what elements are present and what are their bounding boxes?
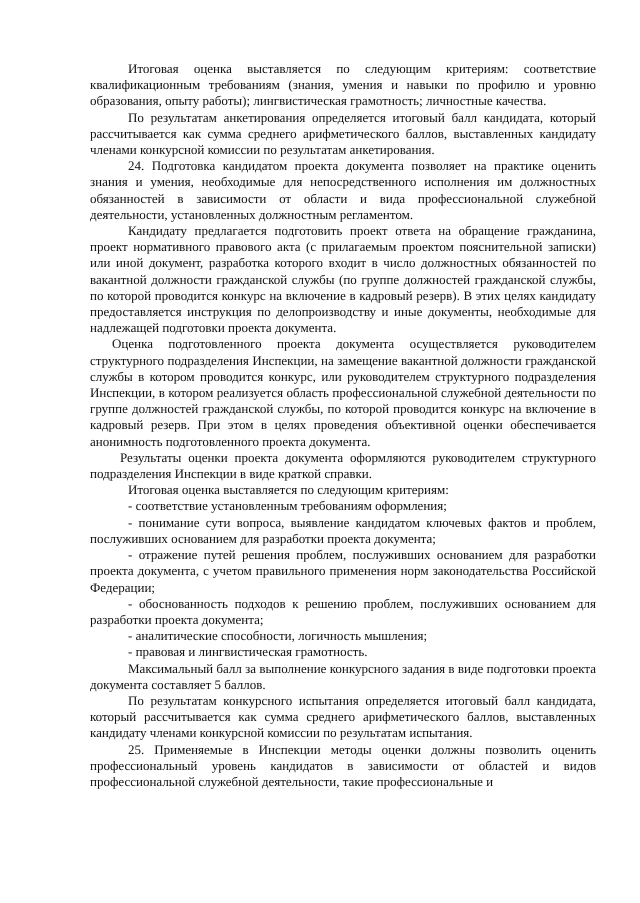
paragraph-final-criteria: Итоговая оценка выставляется по следующим критериям: xyxy=(128,482,449,498)
paragraph-candidate-task: Кандидату предлагается подготовить проект ответа на обращение гражданина, проект нормативного правового акта (с прилагаемым проектом пояснительной записки) или иной документ, разработка которого входит в число должностных обязанностей по вакантной должности гражданской службы (по группе должностей гражданской службы, по которой проводится конкурс на включение в кадровый резерв). В этих целях кандидату предоставляется инструкция по делопроизводству и иные документы, необходимые для надлежащей подготовки проекта документа. xyxy=(90,223,596,336)
list-item-literacy: - правовая и лингвистическая грамотность. xyxy=(128,644,368,660)
document-body xyxy=(90,61,596,790)
paragraph-final-score: По результатам конкурсного испытания определяется итоговый балл кандидата, который рассчитывается как сумма среднего арифметического баллов, выставленных кандидату членами конкурсной комиссии по результатам испытания. xyxy=(90,692,596,741)
list-item-solutions: - отражение путей решения проблем, послуживших основанием для разработки проекта документа, с учетом правильного применения норм законодательства Российской Федерации; xyxy=(90,547,596,595)
paragraph-max-score: Максимальный балл за выполнение конкурсного задания в виде подготовки проекта документа составляет 5 баллов. xyxy=(90,660,596,692)
paragraph-section-25: 25. Применяемые в Инспекции методы оценки должны позволить оценить профессиональный уровень кандидатов в зависимости от областей и видов профессиональной служебной деятельности, такие профессиональные и xyxy=(90,741,596,789)
paragraph-draft-evaluation: Оценка подготовленного проекта документа осуществляется руководителем структурного подразделения Инспекции, на замещение вакантной должности гражданской службы в котором проводится конкурс, или руководителем структурного подразделения Инспекции, в котором реализуется область профессиональной служебной деятельности по группе должностей гражданской службы, по которой проводится конкурс на включение в кадровый резерв. При этом в целях проведения объективной оценки обеспечивается анонимность подготовленного проекта документа. xyxy=(90,336,596,449)
list-item-understanding: - понимание сути вопроса, выявление кандидатом ключевых фактов и проблем, послуживших основанием для разработки проекта документа; xyxy=(90,514,596,546)
paragraph-survey-score: По результатам анкетирования определяется итоговый балл кандидата, который рассчитывается как сумма среднего арифметического баллов, выставленных кандидату членами конкурсной комиссии по результатам анкетирования. xyxy=(90,109,596,158)
list-item-formatting: - соответствие установленным требованиям оформления; xyxy=(128,498,447,514)
list-item-analytical: - аналитические способности, логичность мышления; xyxy=(128,628,428,644)
paragraph-evaluation-results: Результаты оценки проекта документа оформляются руководителем структурного подразделения Инспекции в виде краткой справки. xyxy=(90,449,596,482)
list-item-justification: - обоснованность подходов к решению проблем, послуживших основанием для разработки проекта документа; xyxy=(90,595,596,627)
paragraph-section-24: 24. Подготовка кандидатом проекта документа позволяет на практике оценить знания и умения, необходимые для непосредственного исполнения им должностных обязанностей в зависимости от области и вида профессиональной служебной деятельности, установленных должностным регламентом. xyxy=(90,158,596,222)
paragraph-criteria-intro: Итоговая оценка выставляется по следующим критериям: соответствие квалификационным требованиям (знания, умения и навыки по профилю и уровню образования, опыту работы); лингвистическая грамотность; личностные качества. xyxy=(90,61,596,109)
